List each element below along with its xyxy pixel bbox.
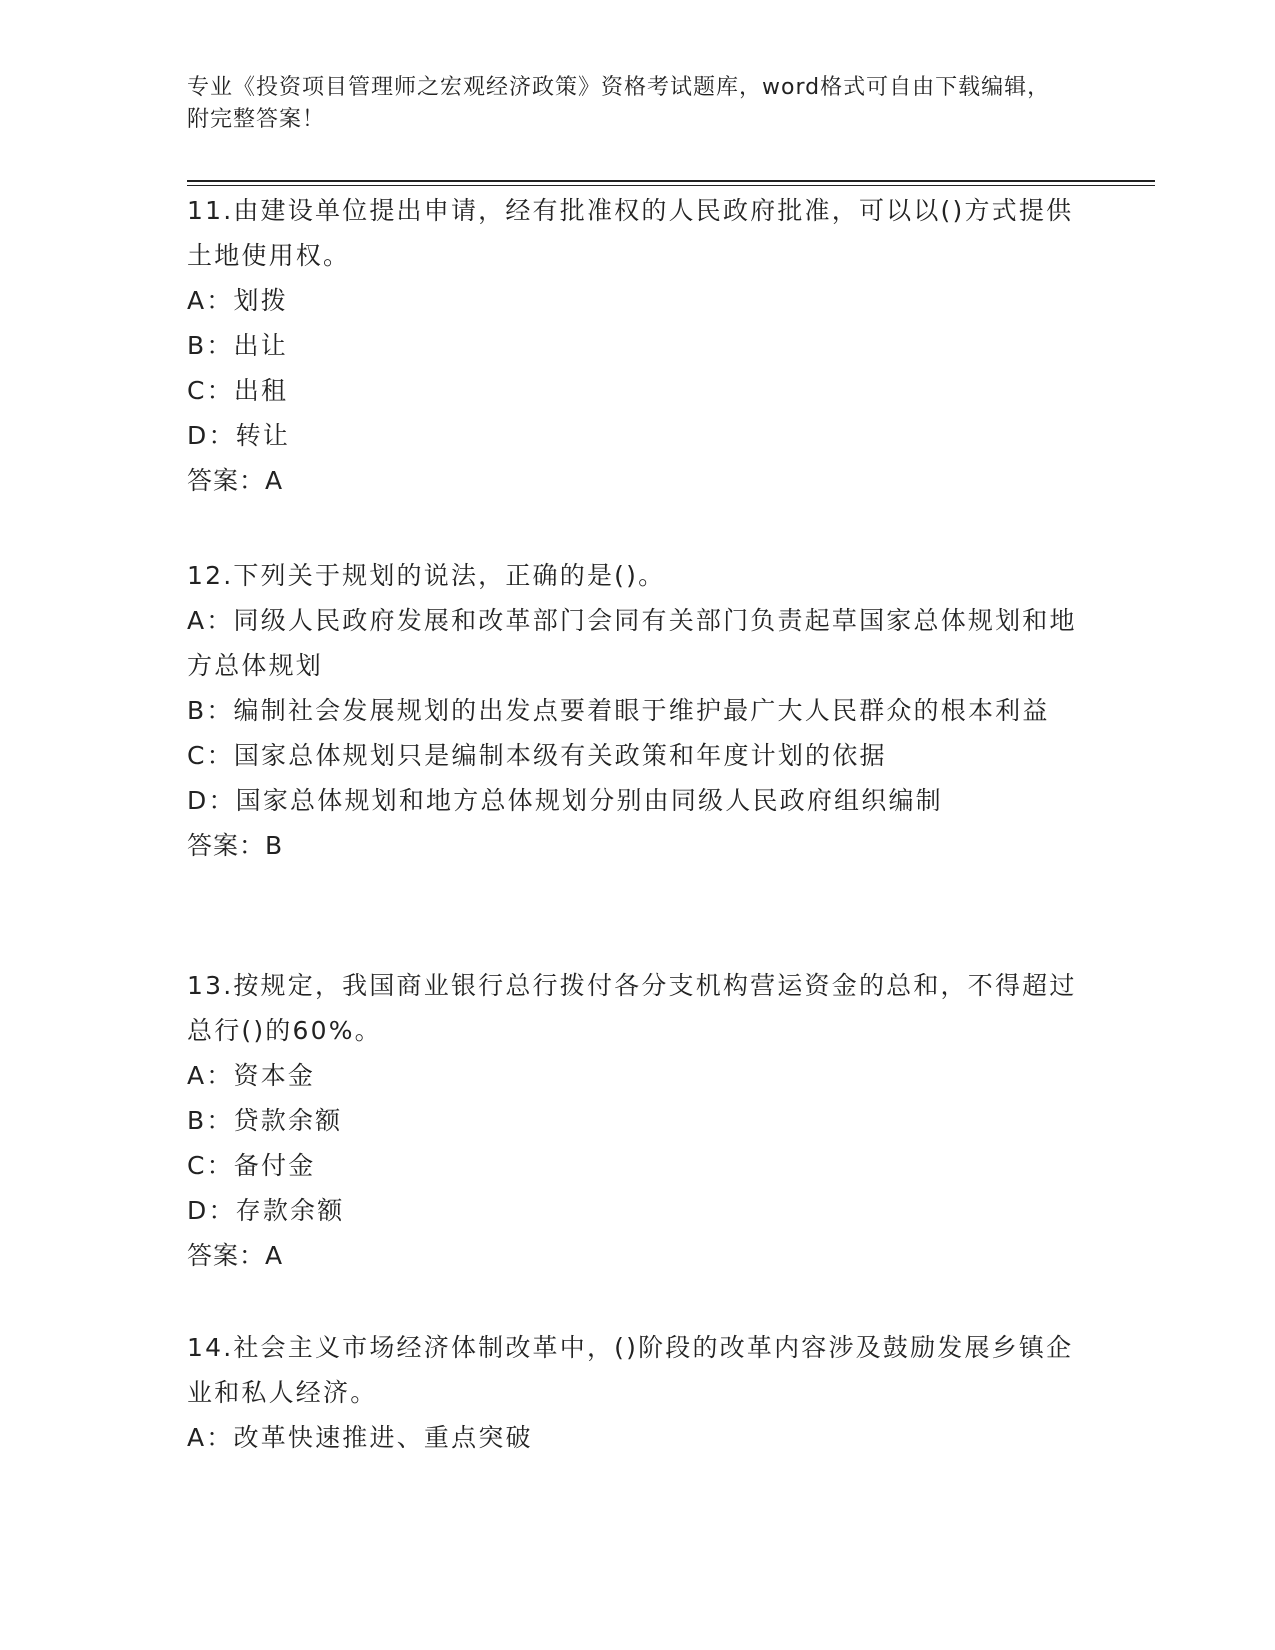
option-a: A：改革快速推进、重点突破 xyxy=(187,1423,533,1452)
option-c: C：备付金 xyxy=(187,1151,316,1180)
question-14 xyxy=(187,1325,1077,1460)
document-header: 专业《投资项目管理师之宏观经济政策》资格考试题库，word格式可自由下载编辑，附完整答案！ xyxy=(187,75,1051,132)
question-11 xyxy=(187,188,1077,503)
answer: 答案：B xyxy=(187,831,284,860)
question-stem: 14.社会主义市场经济体制改革中，()阶段的改革内容涉及鼓励发展乡镇企业和私人经济。 xyxy=(187,1333,1074,1407)
question-stem: 13.按规定，我国商业银行总行拨付各分支机构营运资金的总和，不得超过总行()的60%。 xyxy=(187,971,1077,1045)
answer: 答案：A xyxy=(187,1241,284,1270)
option-a: A：资本金 xyxy=(187,1061,316,1090)
option-d: D：存款余额 xyxy=(187,1196,345,1225)
header-divider-thin xyxy=(187,185,1155,186)
option-a: A：划拨 xyxy=(187,286,288,315)
header-divider xyxy=(187,180,1155,182)
option-b: B：贷款余额 xyxy=(187,1106,343,1135)
answer: 答案：A xyxy=(187,466,284,495)
option-b: B：出让 xyxy=(187,331,288,360)
option-d: D：国家总体规划和地方总体规划分别由同级人民政府组织编制 xyxy=(187,786,943,815)
question-stem: 11.由建设单位提出申请，经有批准权的人民政府批准，可以以()方式提供土地使用权。 xyxy=(187,196,1074,270)
option-d: D：转让 xyxy=(187,421,291,450)
option-b: B：编制社会发展规划的出发点要着眼于维护最广大人民群众的根本利益 xyxy=(187,696,1050,725)
option-c: C：国家总体规划只是编制本级有关政策和年度计划的依据 xyxy=(187,741,887,770)
option-c: C：出租 xyxy=(187,376,289,405)
question-13 xyxy=(187,963,1077,1278)
question-12 xyxy=(187,553,1077,868)
question-stem: 12.下列关于规划的说法，正确的是()。 xyxy=(187,561,666,590)
option-a: A：同级人民政府发展和改革部门会同有关部门负责起草国家总体规划和地方总体规划 xyxy=(187,606,1077,680)
